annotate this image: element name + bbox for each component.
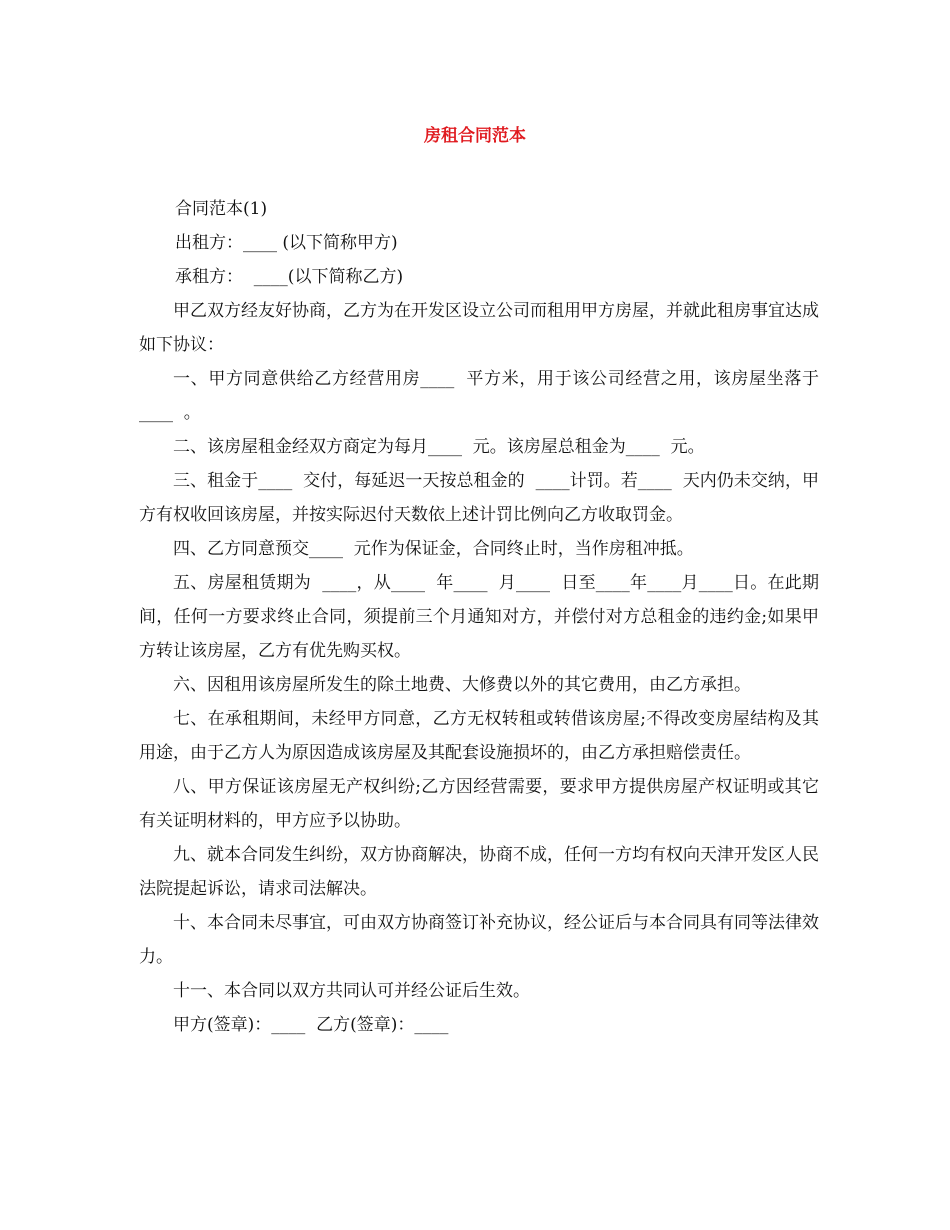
paragraph-contract-number: 合同范本(1) — [175, 199, 268, 219]
paragraph-lessee: 承租方： ____(以下简称乙方) — [175, 267, 404, 287]
paragraph-clause-7: 七、在承租期间，未经甲方同意，乙方无权转租或转借该房屋;不得改变房屋结构及其用途，由于乙方人为原因造成该房屋及其配套设施损坏的，由乙方承担赔偿责任。 — [139, 709, 819, 763]
paragraph-clause-11: 十一、本合同以双方共同认可并经公证后生效。 — [173, 981, 530, 1001]
paragraph-signatures: 甲方(签章)：____ 乙方(签章)：____ — [173, 1015, 449, 1035]
document-title: 房租合同范本 — [424, 126, 526, 146]
paragraph-clause-4: 四、乙方同意预交____ 元作为保证金，合同终止时，当作房租冲抵。 — [173, 539, 694, 559]
paragraph-lessor: 出租方：____ (以下简称甲方) — [175, 233, 398, 253]
paragraph-clause-5: 五、房屋租赁期为 ____，从____ 年____ 月____ 日至____年____月____日。在此期间，任何一方要求终止合同，须提前三个月通知对方，并偿付对方总租金的违约金;如果甲方转让该房屋，乙方有优先购买权。 — [139, 573, 819, 661]
paragraph-clause-9: 九、就本合同发生纠纷，双方协商解决，协商不成，任何一方均有权向天津开发区人民法院提起诉讼，请求司法解决。 — [139, 845, 819, 899]
paragraph-clause-6: 六、因租用该房屋所发生的除土地费、大修费以外的其它费用，由乙方承担。 — [173, 675, 751, 695]
paragraph-clause-2: 二、该房屋租金经双方商定为每月____ 元。该房屋总租金为____ 元。 — [173, 437, 705, 457]
paragraph-clause-8: 八、甲方保证该房屋无产权纠纷;乙方因经营需要，要求甲方提供房屋产权证明或其它有关证明材料的，甲方应予以协助。 — [139, 777, 819, 831]
paragraph-clause-3: 三、租金于____ 交付，每延迟一天按总租金的 ____计罚。若____ 天内仍未交纳，甲方有权收回该房屋，并按实际迟付天数依上述计罚比例向乙方收取罚金。 — [139, 471, 819, 525]
document-body — [139, 192, 819, 1042]
paragraph-clause-10: 十、本合同未尽事宜，可由双方协商签订补充协议，经公证后与本合同具有同等法律效力。 — [139, 913, 819, 967]
paragraph-preamble: 甲乙双方经友好协商，乙方为在开发区设立公司而租用甲方房屋，并就此租房事宜达成如下协议： — [139, 301, 819, 355]
paragraph-clause-1: 一、甲方同意供给乙方经营用房____ 平方米，用于该公司经营之用，该房屋坐落于____ 。 — [139, 369, 819, 423]
